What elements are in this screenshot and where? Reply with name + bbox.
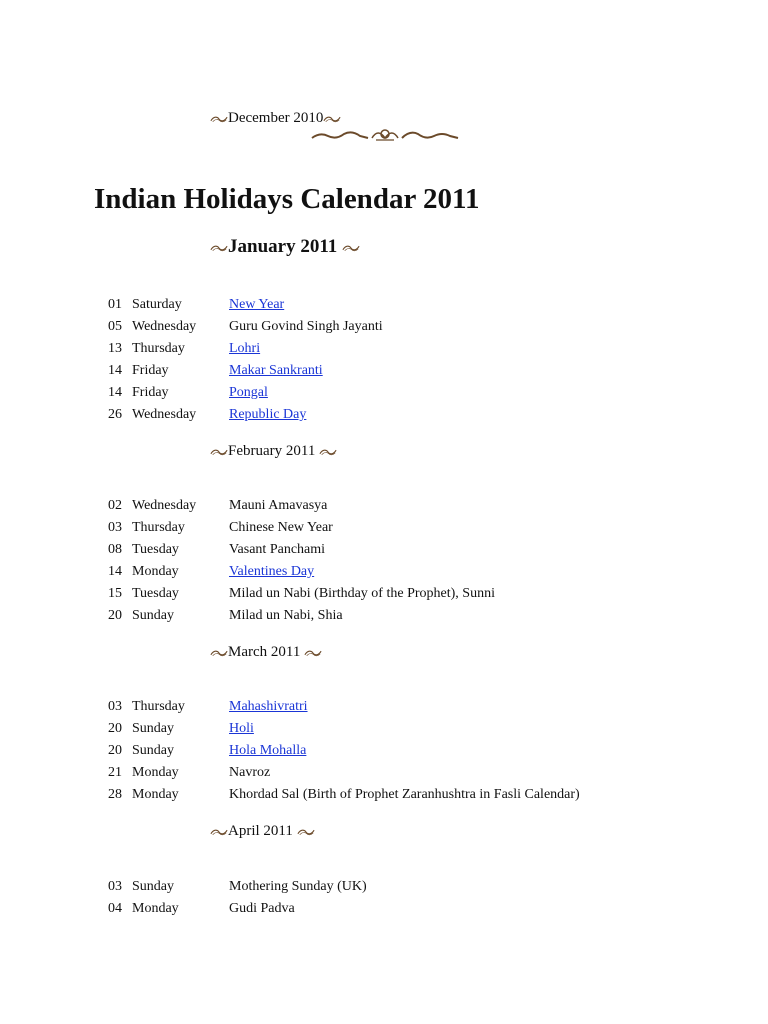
holiday-name: Vasant Panchami: [229, 542, 326, 557]
swirl-ornament-icon: [323, 114, 341, 124]
holiday-weekday: Friday: [132, 363, 169, 378]
holiday-link[interactable]: Mahashivratri: [229, 699, 308, 714]
holiday-name: Mauni Amavasya: [229, 498, 328, 513]
holiday-day: 20: [108, 721, 122, 736]
holiday-day: 13: [108, 341, 122, 356]
holiday-day: 26: [108, 407, 122, 422]
holiday-day: 14: [108, 385, 122, 400]
holiday-weekday: Sunday: [132, 743, 174, 758]
holiday-link[interactable]: Makar Sankranti: [229, 363, 323, 378]
holiday-link[interactable]: Pongal: [229, 385, 268, 400]
swirl-ornament-icon: [319, 447, 337, 457]
holiday-weekday: Monday: [132, 765, 179, 780]
page-title: Indian Holidays Calendar 2011: [94, 183, 480, 215]
month-label: March 2011: [228, 644, 301, 660]
swirl-ornament-icon: [297, 827, 315, 837]
holiday-day: 04: [108, 901, 122, 916]
holiday-weekday: Thursday: [132, 699, 185, 714]
holiday-name: Navroz: [229, 765, 271, 780]
holiday-weekday: Monday: [132, 564, 179, 579]
holiday-day: 03: [108, 520, 122, 535]
holiday-weekday: Sunday: [132, 608, 174, 623]
holiday-weekday: Sunday: [132, 721, 174, 736]
holiday-weekday: Tuesday: [132, 542, 179, 557]
swirl-ornament-icon: [210, 827, 228, 837]
month-label: April 2011: [228, 823, 293, 839]
swirl-ornament-icon: [210, 447, 228, 457]
holiday-day: 14: [108, 564, 122, 579]
month-heading-march: [210, 644, 322, 661]
holiday-day: 05: [108, 319, 122, 334]
holiday-weekday: Thursday: [132, 520, 185, 535]
holiday-link[interactable]: Valentines Day: [229, 564, 315, 579]
holiday-weekday: Wednesday: [132, 498, 197, 513]
holiday-day: 28: [108, 787, 122, 802]
holiday-link[interactable]: Republic Day: [229, 407, 307, 422]
previous-month-label: December 2010: [228, 110, 324, 126]
month-label: February 2011: [228, 443, 316, 459]
holiday-day: 03: [108, 699, 122, 714]
swirl-ornament-icon: [210, 114, 228, 124]
holiday-day: 01: [108, 297, 122, 312]
holiday-weekday: Friday: [132, 385, 169, 400]
holiday-link[interactable]: Holi: [229, 721, 254, 736]
holiday-weekday: Saturday: [132, 297, 182, 312]
holiday-weekday: Tuesday: [132, 586, 179, 601]
month-label: January 2011: [228, 236, 338, 257]
holiday-day: 15: [108, 586, 122, 601]
swirl-ornament-icon: [210, 243, 228, 253]
holiday-weekday: Sunday: [132, 879, 174, 894]
ornamental-divider-icon: [310, 126, 460, 144]
holiday-weekday: Wednesday: [132, 319, 197, 334]
holiday-weekday: Wednesday: [132, 407, 197, 422]
holiday-weekday: Monday: [132, 901, 179, 916]
holiday-day: 03: [108, 879, 122, 894]
holiday-day: 21: [108, 765, 122, 780]
holiday-name: Khordad Sal (Birth of Prophet Zaranhushtra in Fasli Calendar): [229, 787, 580, 802]
holiday-name: Chinese New Year: [229, 520, 333, 535]
holiday-weekday: Thursday: [132, 341, 185, 356]
holiday-link[interactable]: Hola Mohalla: [229, 743, 307, 758]
holiday-name: Guru Govind Singh Jayanti: [229, 319, 383, 334]
holiday-day: 20: [108, 608, 122, 623]
swirl-ornament-icon: [342, 243, 360, 253]
holiday-day: 20: [108, 743, 122, 758]
holiday-day: 14: [108, 363, 122, 378]
month-heading-january: [210, 236, 360, 258]
month-heading-april: [210, 823, 315, 840]
swirl-ornament-icon: [304, 648, 322, 658]
holiday-name: Mothering Sunday (UK): [229, 879, 367, 894]
holiday-day: 02: [108, 498, 122, 513]
previous-month-link[interactable]: [210, 110, 341, 127]
holiday-link[interactable]: Lohri: [229, 341, 261, 356]
month-heading-february: [210, 443, 337, 460]
holiday-name: Gudi Padva: [229, 901, 295, 916]
holiday-weekday: Monday: [132, 787, 179, 802]
holiday-name: Milad un Nabi, Shia: [229, 608, 343, 623]
holiday-name: Milad un Nabi (Birthday of the Prophet), Sunni: [229, 586, 495, 601]
holiday-day: 08: [108, 542, 122, 557]
swirl-ornament-icon: [210, 648, 228, 658]
holiday-link[interactable]: New Year: [229, 297, 285, 312]
